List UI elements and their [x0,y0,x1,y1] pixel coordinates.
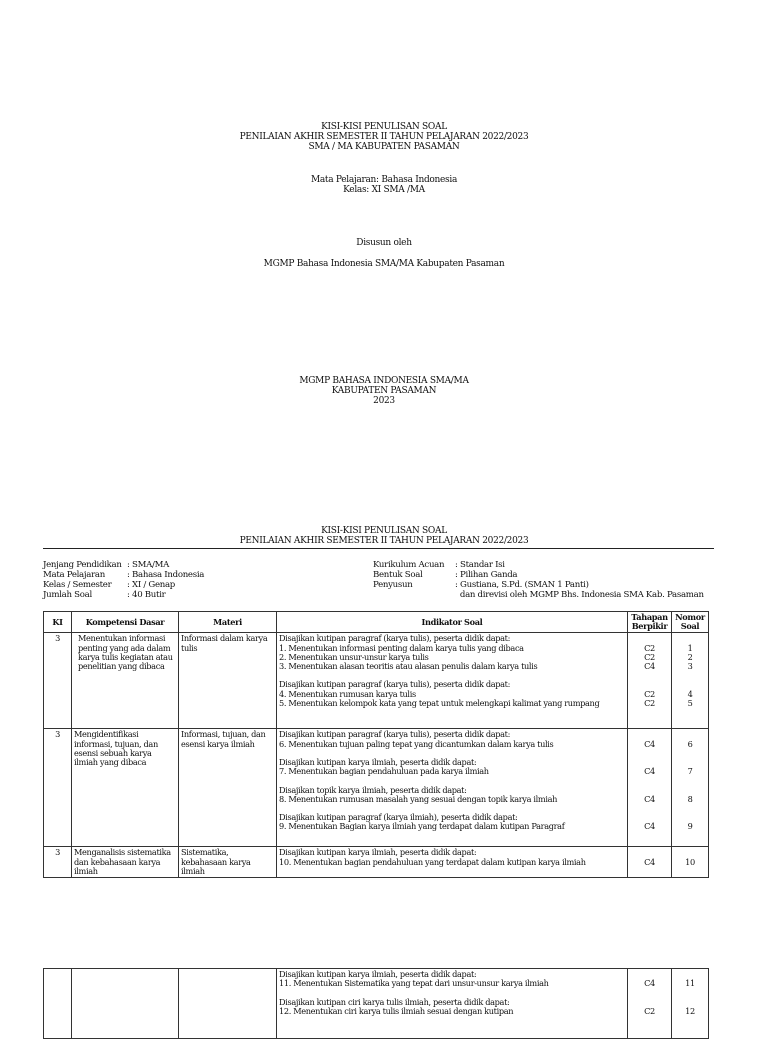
indikator-line: Disajikan kutipan karya ilmiah, peserta didik dapat: [279,969,477,979]
indikator-line: Disajikan kutipan paragraf (karya tulis), peserta didik dapat: [279,633,511,644]
ki-cell [44,969,72,1039]
header-kd: Kompetensi Dasar [72,612,179,633]
tahapan-cell [628,847,672,878]
table-row [44,633,709,729]
nomor-value: 8 [687,793,693,804]
cover-org-line: KABUPATEN PASAMAN [331,386,437,396]
indikator-line: 1. Menentukan informasi penting dalam karya tulis yang dibaca [279,642,524,653]
table-row [44,969,709,1039]
cover-title-line: SMA / MA KABUPATEN PASAMAN [308,142,460,152]
header-indikator: Indikator Soal [277,612,628,633]
meta-value: : 40 Butir [127,590,166,600]
header-nomor: Nomor Soal [672,612,709,633]
cover-org-line: 2023 [373,396,395,406]
kisi-kisi-table [43,611,709,878]
indikator-line: 9. Menentukan Bagian karya ilmiah yang terdapat dalam kutipan Paragraf [279,821,565,832]
nomor-value [674,776,706,785]
kisi-kisi-table-continued [43,968,709,1039]
meta-label: Kelas / Semester [43,580,112,590]
indikator-line: Disajikan kutipan karya ilmiah, peserta didik dapat: [279,847,477,858]
nomor-value: 1 [687,642,693,653]
meta-value: : Pilihan Ganda [455,570,518,580]
indikator-line: 3. Menentukan alasan teoritis atau alasan penulis dalam karya tulis [279,661,538,672]
indikator-line: 6. Menentukan tujuan paling tepat yang dicantumkan dalam karya tulis [279,738,554,749]
indikator-line: Disajikan kutipan paragraf (karya tulis), peserta didik dapat: [279,729,511,740]
tahapan-value [630,776,669,785]
nomor-value: 10 [685,856,695,867]
indikator-cell [277,633,628,729]
ki-cell: 3 [44,847,72,878]
indikator-line: 12. Menentukan ciri karya tulis ilmiah sesuai dengan kutipan [279,1005,514,1016]
tahapan-value: C2 [644,688,655,699]
cover-compiled-by [0,238,768,248]
cover-org-line: MGMP BAHASA INDONESIA SMA/MA [299,376,469,386]
tahapan-value: C4 [644,766,655,777]
indikator-cell [277,969,628,1039]
header-materi: Materi [179,612,277,633]
doc-title-line: PENILAIAN AKHIR SEMESTER II TAHUN PELAJARAN 2022/2023 [239,536,529,546]
indikator-line: 4. Menentukan rumusan karya tulis [279,688,416,699]
meta-label: Mata Pelajaran [43,570,105,580]
nomor-cell [672,847,709,878]
table-row [44,847,709,878]
indikator-line: 11. Menentukan Sistematika yang tepat dari unsur-unsur karya ilmiah [279,978,549,989]
kd-cell: Mengidentifikasi informasi, tujuan, dan esensi sebuah karya ilmiah yang dibaca [72,729,179,847]
indikator-line: 5. Menentukan kelompok kata yang tepat untuk melengkapi kalimat yang rumpang [279,697,600,708]
cover-subject-line: Mata Pelajaran: Bahasa Indonesia [310,175,458,185]
nomor-value: 12 [685,1005,695,1016]
meta-right [373,560,704,600]
nomor-value [674,804,706,813]
meta-label: Kurikulum Acuan [373,560,445,570]
nomor-cell [672,969,709,1039]
meta-label: Bentuk Soal [373,570,423,580]
tahapan-value [630,671,669,680]
compiler-name: MGMP Bahasa Indonesia SMA/MA Kabupaten Pasaman [263,259,505,269]
materi-cell: Informasi dalam karya tulis [179,633,277,729]
tahapan-value: C4 [644,978,655,989]
tahapan-value: C4 [644,738,655,749]
tahapan-value: C4 [644,821,655,832]
nomor-value [674,749,706,758]
materi-cell: Informasi, tujuan, dan esensi karya ilmiah [179,729,277,847]
materi-cell: Sistematika, kebahasaan karya ilmiah [179,847,277,878]
nomor-value: 5 [687,697,693,708]
tahapan-value: C4 [644,856,655,867]
doc-title [0,526,768,546]
indikator-cell [277,729,628,847]
compiled-by-label: Disusun oleh [356,238,412,248]
nomor-value: 9 [687,821,693,832]
indikator-line: 10. Menentukan bagian pendahuluan yang terdapat dalam kutipan karya ilmiah [279,856,586,867]
indikator-line: 8. Menentukan rumusan masalah yang sesuai dengan topik karya ilmiah [279,793,558,804]
indikator-line: 2. Menentukan unsur-unsur karya tulis [279,651,429,662]
ki-cell: 3 [44,633,72,729]
materi-cell [179,969,277,1039]
tahapan-value [630,988,669,997]
nomor-value: 11 [685,978,695,989]
indikator-line: Disajikan topik karya ilmiah, peserta didik dapat: [279,784,467,795]
doc-title-line: KISI-KISI PENULISAN SOAL [321,526,447,536]
tahapan-value: C4 [644,793,655,804]
indikator-line: Disajikan kutipan karya ilmiah, peserta didik dapat: [279,757,477,767]
meta-value: dan direvisi oleh MGMP Bhs. Indonesia SMA Kab. Pasaman [455,590,704,600]
tahapan-value: C2 [644,1005,655,1016]
header-ki: KI [44,612,72,633]
ki-cell: 3 [44,729,72,847]
tahapan-cell [628,729,672,847]
cover-subject [0,175,768,195]
cover-subject-line: Kelas: XI SMA /MA [343,185,425,195]
nomor-value: 7 [687,766,693,777]
meta-label: Penyusun [373,580,413,590]
nomor-value: 3 [687,661,693,671]
meta-label: Jenjang Pendidikan [43,560,122,570]
header-rule [43,548,714,549]
tahapan-value: C2 [644,697,655,708]
tahapan-value: C4 [644,661,655,671]
header-tahapan: Tahapan Berpikir [628,612,672,633]
tahapan-value: C2 [644,642,655,653]
indikator-line: Disajikan kutipan paragraf (karya ilmiah), peserta didik dapat: [279,812,518,823]
cover-compiler [0,259,768,269]
indikator-line: Disajikan kutipan ciri karya tulis ilmiah, peserta didik dapat: [279,996,510,1007]
table-row [44,729,709,847]
kd-cell: Menentukan informasi penting yang ada dalam karya tulis kegiatan atau penelitian yang dibaca [72,633,179,729]
meta-value: : SMA/MA [127,560,170,570]
nomor-cell [672,729,709,847]
nomor-value [674,988,706,997]
nomor-value: 2 [687,651,693,662]
tahapan-value [630,749,669,758]
nomor-cell [672,633,709,729]
tahapan-cell [628,969,672,1039]
tahapan-cell [628,633,672,729]
nomor-value: 4 [687,688,693,699]
meta-label [373,590,455,600]
nomor-value [674,671,706,680]
indikator-line: Disajikan kutipan paragraf (karya tulis), peserta didik dapat: [279,679,511,690]
meta-value: : XI / Genap [127,580,176,590]
kd-cell: Menganalisis sistematika dan kebahasaan karya ilmiah [72,847,179,878]
meta-label: Jumlah Soal [43,590,92,600]
meta-left [43,560,204,600]
cover-org [0,376,768,406]
kd-cell [72,969,179,1039]
nomor-value: 6 [687,738,693,749]
tahapan-value [630,804,669,813]
indikator-cell [277,847,628,878]
cover-title [0,122,768,152]
meta-value: : Bahasa Indonesia [127,570,205,580]
meta-value: : Gustiana, S.Pd. (SMAN 1 Panti) [455,580,589,590]
cover-title-line: PENILAIAN AKHIR SEMESTER II TAHUN PELAJARAN 2022/2023 [239,132,529,142]
cover-title-line: KISI-KISI PENULISAN SOAL [321,122,447,132]
tahapan-value: C2 [644,651,655,662]
indikator-line: 7. Menentukan bagian pendahuluan pada karya ilmiah [279,766,489,777]
meta-value: : Standar Isi [455,560,505,570]
